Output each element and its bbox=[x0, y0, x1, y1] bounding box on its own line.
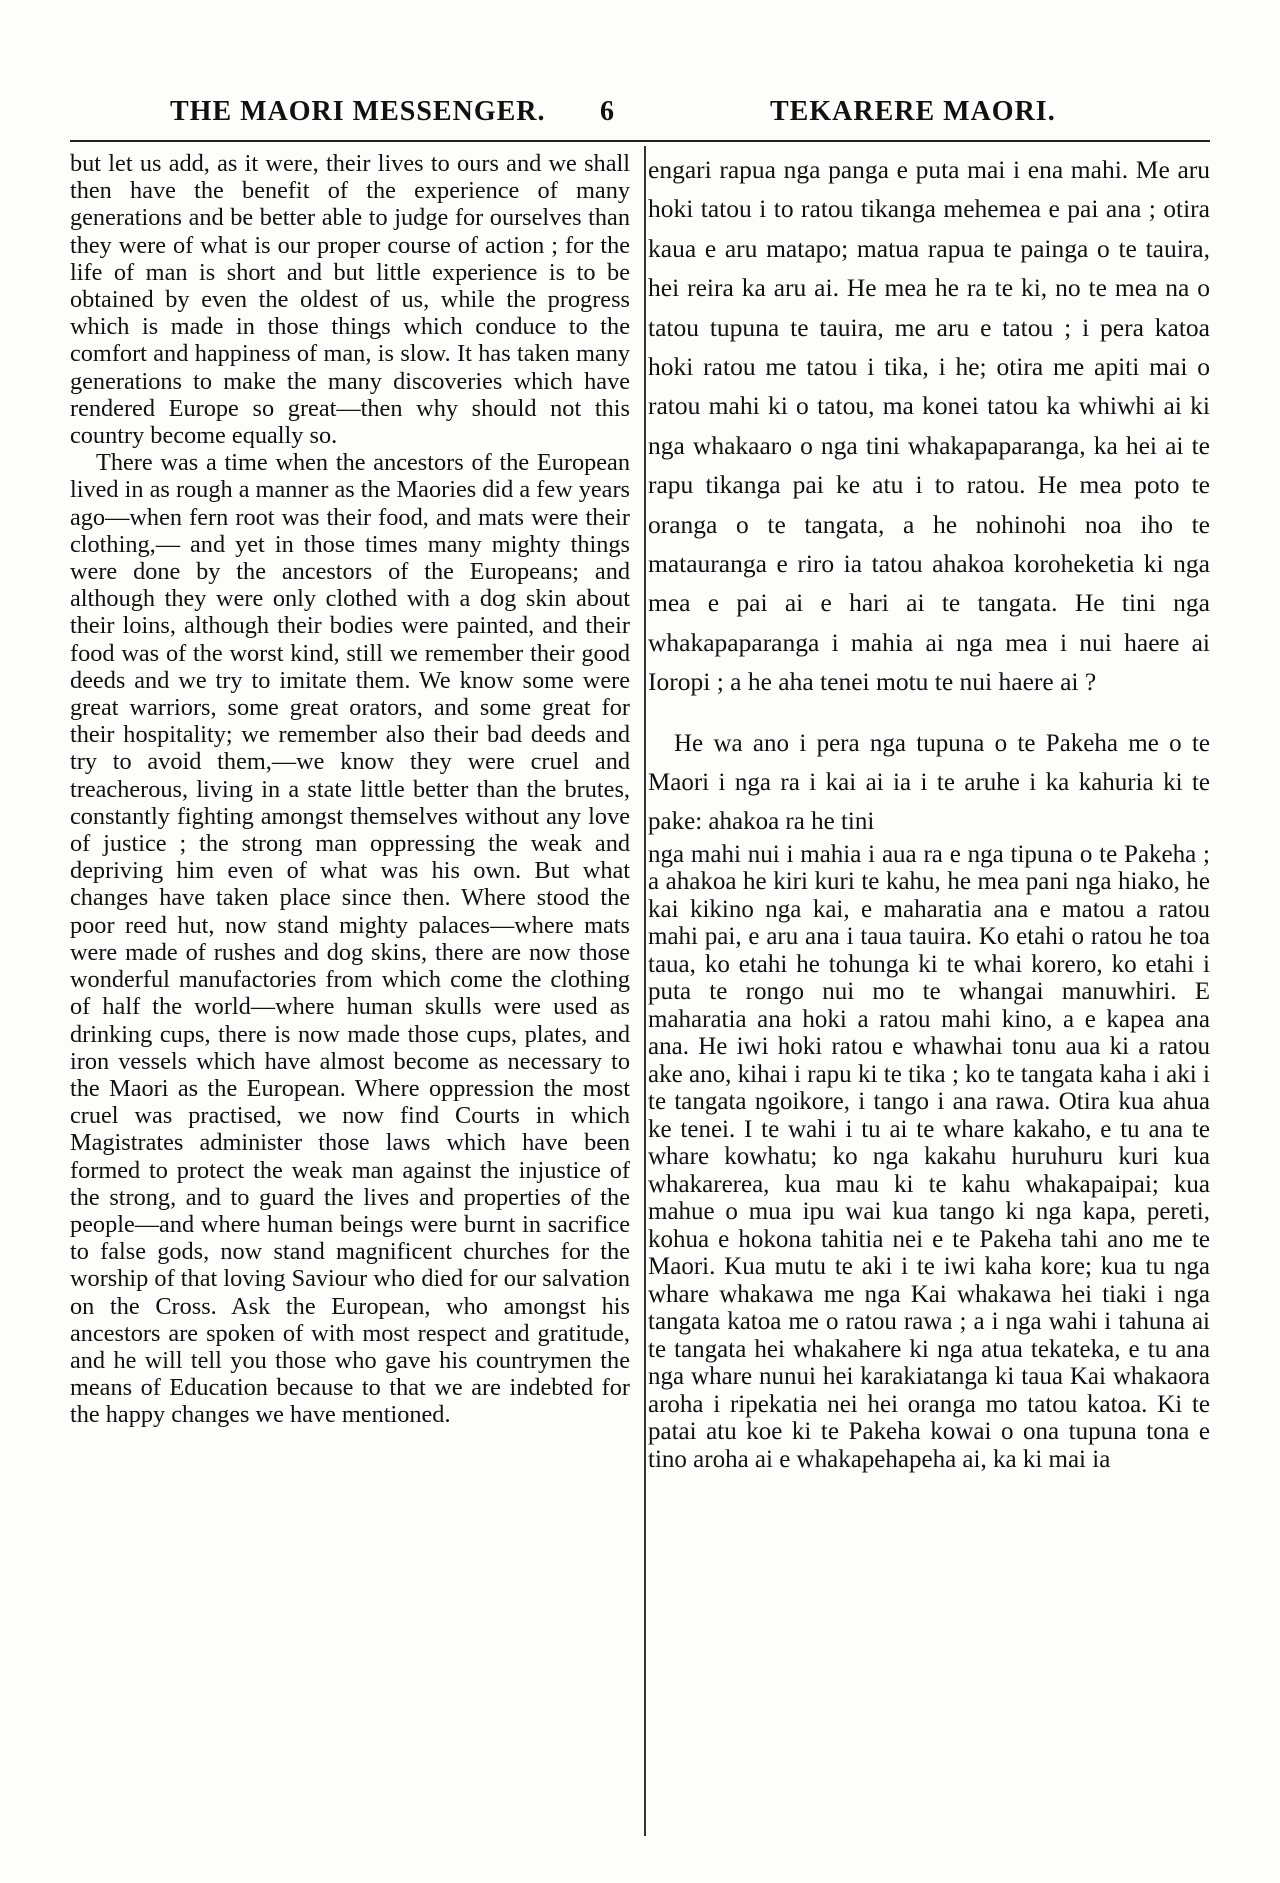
maori-paragraph-lead: He wa ano i pera nga tupuna o te Pakeha me o te Maori i nga ra i kai ai ia i te aruhe i ka kahuria ki te pake: ahakoa ra he tini bbox=[648, 729, 1210, 835]
maori-paragraph bbox=[648, 724, 1210, 1474]
column-divider bbox=[644, 146, 646, 1836]
maori-paragraph: engari rapua nga panga e puta mai i ena mahi. Me aru hoki tatou i to ratou tikanga mehemea e pai ana ; otira kaua e aru matapo; matua rapua te painga o te tauira, hei reira ka aru ai. He mea he ra te ki, no te mea na o tatou tupuna te tauira, me aru e tatou ; i pera katoa hoki ratou me tatou i tika, i he; otira me apiti mai o ratou mahi ki o tatou, ma konei tatou ka whiwhi ai ki nga whakaaro o nga tini whakapaparanga, ka hei ai te rapu tikanga pai ke atu i to ratou. He mea poto te oranga o te tangata, a he nohinohi noa iho te matauranga e riro ia tatou ahakoa koroheketia ki nga mea e pai ai e hari ai te tangata. He tini nga whakapaparanga i mahia ai nga mea i nui haere ai Ioropi ; a he aha tenei motu te nui haere ai ? bbox=[648, 155, 1210, 697]
english-title: THE MAORI MESSENGER. bbox=[170, 96, 546, 127]
page-number: 6 bbox=[600, 96, 615, 127]
english-paragraph: There was a time when the ancestors of the European lived in as rough a manner as the Maories did a few years ago—when fern root was their food, and mats were their clothing,— and yet in those times many mighty things were done by the ancestors of the Europeans; and although they were only clothed with a dog skin about their loins, although their bodies were painted, and their food was of the worst kind, still we remember their good deeds and we try to imitate them. We know some were great warriors, some great orators, and some great for their hospitality; we remember also their bad deeds and try to avoid them,—we know they were cruel and treacherous, living in a state little better than the brutes, constantly fighting amongst themselves without any love of justice ; the strong man oppressing the weak and depriving him even of what was his own. But what changes have taken place since then. Where stood the poor reed hut, now stand mighty palaces—where mats were made of rushes and dog skins, there are now those wonderful manufactories from which come the clothing of half the world—where human skulls were used as drinking cups, there is now made those cups, plates, and iron vessels which have almost become as necessary to the Maori as the European. Where oppression the most cruel was practised, we now find Courts in which Magistrates administer those laws which have been formed to protect the weak man against the injustice of the strong, and to guard the lives and properties of the people—and where human beings were burnt in sacrifice to false gods, now stand magnificent churches for the worship of that loving Saviour who died for our salvation on the Cross. Ask the European, who amongst his ancestors are spoken of with most respect and gratitude, and he will tell you those who gave his countrymen the means of Education because to that we are indebted for the happy changes we have mentioned. bbox=[70, 449, 630, 1429]
maori-title: TEKARERE MAORI. bbox=[770, 96, 1056, 127]
english-paragraph: but let us add, as it were, their lives to ours and we shall then have the benefit of the experience of many generations and be better able to judge for ourselves than they were of what is our proper course of action ; for the life of man is short and but little experience is to be obtained by even the oldest of us, while the progress which is made in those things which conduce to the comfort and happiness of man, is slow. It has taken many generations to make the many discoveries which have rendered Europe so great—then why should not this country become equally so. bbox=[70, 150, 630, 450]
english-column bbox=[70, 150, 630, 1429]
maori-column bbox=[648, 150, 1210, 1473]
header-rule bbox=[70, 140, 1210, 142]
page-header bbox=[70, 96, 1210, 136]
maori-paragraph-rest: nga mahi nui i mahia i aua ra e nga tipuna o te Pakeha ; a ahakoa he kiri kuri te kahu, he mea pani nga hiako, he kai kikino nga kai, e maharatia ana e matou a ratou mahi pai, e aru ana i taua tauira. Ko etahi o ratou he toa taua, ko etahi he tohunga ki te whai korero, ko etahi i puta te rongo nui mo te whangai manuwhiri. E maharatia ana hoki a ratou mahi kino, a e kapea ana ana. He iwi hoki ratou e whawhai tonu aua ki a ratou ake ano, kihai i rapu ki te tika ; ko te tangata kaha i aki i te tangata ngoikore, i tango i ana rawa. Otira kua ahua ke tenei. I te wahi i tu ai te whare kakaho, e tu ana te whare kowhatu; ko nga kakahu huruhuru kuri kua whakarerea, kua mau ki te kahu whakapaipai; kua mahue o mua ipu wai kua tango ki nga kapa, pereti, kohua e hokona tahitia nei e te Pakeha tahi ano me te Maori. Kua mutu te aki i te iwi kaha kore; kua tu nga whare whakawa me nga Kai whakawa hei tiaki i nga tangata katoa me o ratou rawa ; a i nga wahi i tahuna ai te tangata hei whakahere ki nga atua tekateka, e tu ana nga whare nunui hei karakiatanga ki taua Kai whakaora aroha i ripekatia nei hei oranga mo tatou katoa. Ki te patai atu koe ki te Pakeha kowai o ona tupuna tona e tino aroha ai e whakapehapeha ai, ka ki mai ia bbox=[648, 840, 1210, 1473]
